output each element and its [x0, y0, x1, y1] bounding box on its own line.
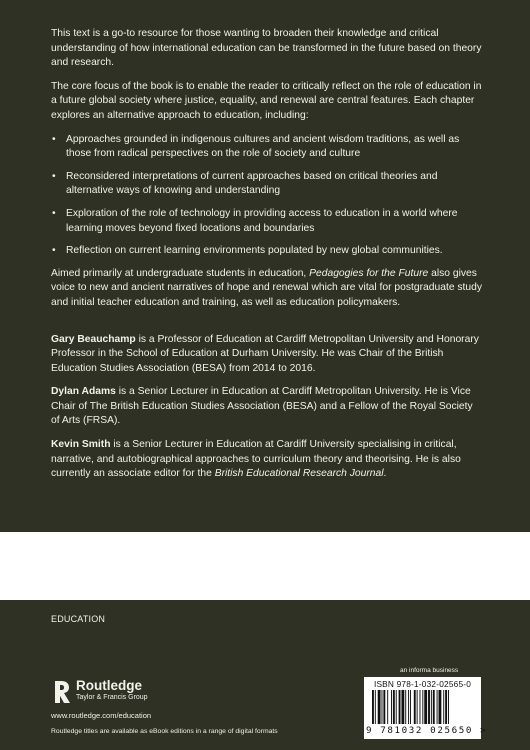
book-title: Pedagogies for the Future	[309, 267, 429, 279]
paragraph-text: Aimed primarily at undergraduate students in education,	[51, 267, 310, 279]
publisher-brand	[76, 679, 148, 702]
list-item: • Exploration of the role of technology in providing access to education in a world where learning moves beyond fixed locations and boundaries	[66, 207, 483, 236]
barcode-bar	[408, 690, 409, 724]
barcode-bar	[417, 690, 418, 724]
author-bio-text: .	[383, 468, 387, 480]
list-item: • Reflection on current learning environments populated by new global communities.	[66, 244, 483, 259]
barcode-bar	[424, 690, 427, 724]
author-name: Gary Beauchamp	[51, 333, 136, 345]
chapter-approach-list	[51, 133, 483, 259]
back-cover-footer	[0, 600, 530, 750]
subject-category: EDUCATION	[51, 614, 106, 624]
barcode-digits: 9 781032 025650 >	[366, 725, 488, 736]
barcode-bar	[410, 690, 411, 724]
barcode-bar	[387, 690, 388, 724]
informa-tagline: an informa business	[400, 667, 459, 674]
barcode-bar	[372, 690, 374, 724]
ebook-note: Routledge titles are available as eBook editions in a range of digital formats	[51, 728, 278, 735]
author-bio-text: is a Senior Lecturer in Education at Cardiff Metropolitan University. He is Vice Chair of The British Education Studies Association (BESA) and a Fellow of the Royal Society of Arts (FRSA).	[51, 386, 473, 427]
barcode-bar	[414, 690, 416, 724]
barcode-bar	[405, 690, 406, 724]
barcode-bar	[431, 690, 432, 724]
barcode-bar	[433, 690, 435, 724]
paragraph-text: also gives voice to new and ancient narratives of hope and renewal which are vital for postgraduate study and initial teacher education and training, as well as education policymakers.	[51, 267, 483, 308]
publisher-url: www.routledge.com/education	[51, 711, 152, 720]
list-item: • Approaches grounded in indigenous cultures and ancient wisdom traditions, as well as those from radical perspectives on the role of society and culture	[66, 133, 483, 162]
blurb	[51, 27, 483, 491]
author-name: Kevin Smith	[51, 439, 111, 451]
author-bio-text: is a Senior Lecturer in Education at Cardiff University specialising in critical, narrative, and autobiographical approaches to curriculum theory and theorising. He is also currently an associate editor for the	[51, 439, 461, 480]
publisher-name: Routledge	[76, 678, 142, 693]
barcode-bar	[420, 690, 421, 724]
journal-title: British Educational Research Journal	[214, 468, 384, 480]
barcode-bar	[437, 690, 438, 724]
blurb-paragraph-3	[51, 267, 483, 311]
barcode-bars	[372, 690, 472, 724]
barcode-bar	[443, 690, 444, 724]
barcode-bar	[375, 690, 376, 724]
publisher-group: Taylor & Francis Group	[76, 694, 148, 701]
barcode-bar	[382, 690, 383, 724]
barcode-bar	[391, 690, 392, 724]
barcode-bar	[396, 690, 397, 724]
author-bio-beauchamp	[51, 333, 483, 377]
barcode-bar	[378, 690, 381, 724]
routledge-logo-icon	[52, 680, 72, 704]
barcode-bar	[393, 690, 395, 724]
barcode-bar	[448, 690, 449, 724]
blurb-paragraph-2: The core focus of the book is to enable the reader to critically reflect on the role of education in a future global society where justice, equality, and renewal are central features. Each chapter explores an alternative approach to education, including:	[51, 80, 482, 121]
list-item: • Reconsidered interpretations of current approaches based on critical theories and alternative ways of knowing and understanding	[66, 170, 483, 199]
author-name: Dylan Adams	[51, 386, 116, 398]
blurb-paragraph-1: This text is a go-to resource for those wanting to broaden their knowledge and critical understanding of how international education can be transformed in the future based on theory and research.	[51, 28, 482, 69]
barcode-bar	[445, 690, 447, 724]
author-bio-adams	[51, 385, 483, 429]
barcode-bar	[399, 690, 401, 724]
barcode-bar	[401, 690, 404, 724]
author-bio-smith	[51, 438, 483, 482]
author-bio-text: is a Professor of Education at Cardiff Metropolitan University and Honorary Professor in the School of Education at Durham University. He was Chair of the British Education Studies Association (BESA) from 2014 to 2016.	[51, 333, 479, 374]
barcode-bar	[383, 690, 385, 724]
barcode-bar	[439, 690, 442, 724]
barcode-bar	[422, 690, 423, 724]
isbn-number: ISBN 978-1-032-02565-0	[373, 679, 472, 689]
isbn-barcode	[364, 677, 488, 739]
barcode-bar	[428, 690, 430, 724]
